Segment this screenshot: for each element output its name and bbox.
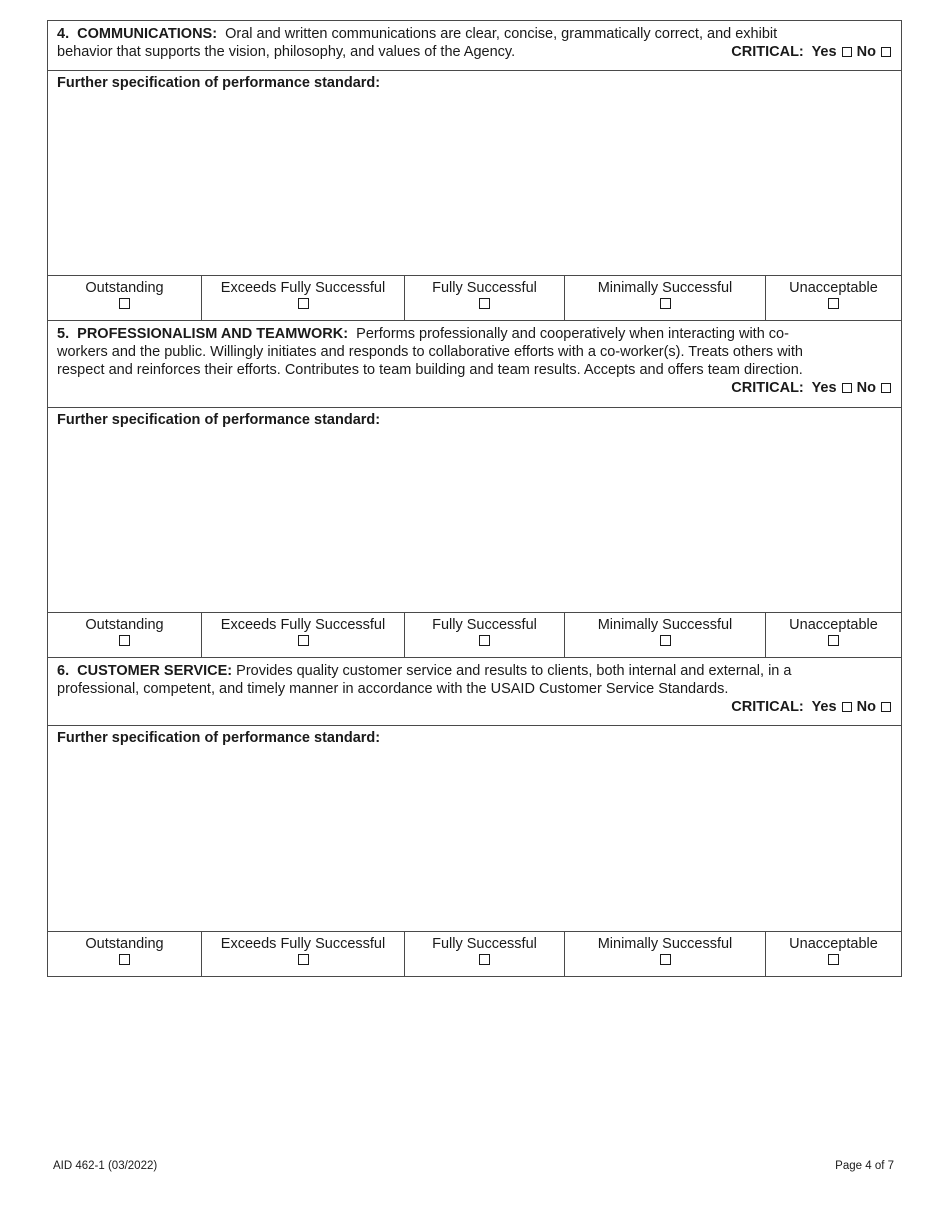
section-6-rating-minimally: [565, 932, 766, 976]
section-5-spec-field[interactable]: [47, 408, 902, 613]
section-5-fully-checkbox[interactable]: [479, 635, 490, 646]
section-5-rating-unacceptable: [766, 613, 901, 657]
section-4-title: COMMUNICATIONS:: [77, 26, 218, 42]
section-6-rating-exceeds: [202, 932, 405, 976]
section-6-title: CUSTOMER SERVICE:: [77, 663, 233, 679]
rating-label: Unacceptable: [789, 617, 878, 633]
rating-label: Exceeds Fully Successful: [220, 936, 386, 952]
section-6-unacceptable-checkbox[interactable]: [828, 954, 839, 965]
section-6-ratings: [47, 932, 902, 977]
section-4-desc-2: behavior that supports the vision, philosophy, and values of the Agency.: [57, 44, 516, 60]
rating-label: Unacceptable: [789, 280, 878, 296]
section-4-spec-label: Further specification of performance standard:: [57, 75, 381, 91]
section-4-ratings: [47, 276, 902, 321]
section-5-rating-outstanding: [48, 613, 202, 657]
section-6-rating-fully: [405, 932, 565, 976]
section-5-desc-1: Performs professionally and cooperatively when interacting with co-: [356, 326, 789, 342]
rating-label: Exceeds Fully Successful: [220, 280, 386, 296]
section-6-minimally-checkbox[interactable]: [660, 954, 671, 965]
page-number: Page 4 of 7: [835, 1160, 894, 1172]
section-6-desc-2: professional, competent, and timely manner in accordance with the USAID Customer Service Standards.: [57, 681, 729, 697]
section-4-rating-minimally: [565, 276, 766, 320]
yes-label: Yes: [811, 699, 837, 715]
rating-label: Outstanding: [85, 617, 164, 633]
no-label: No: [856, 44, 876, 60]
section-5-critical-yes-checkbox[interactable]: [842, 383, 852, 393]
yes-label: Yes: [811, 380, 837, 396]
section-4-unacceptable-checkbox[interactable]: [828, 298, 839, 309]
critical-label: CRITICAL:: [731, 44, 804, 60]
section-6-number: 6.: [57, 663, 70, 679]
section-6-spec-field[interactable]: [47, 726, 902, 932]
no-label: No: [856, 380, 876, 396]
section-4-fully-checkbox[interactable]: [479, 298, 490, 309]
section-5-critical-no-checkbox[interactable]: [881, 383, 891, 393]
section-4-rating-unacceptable: [766, 276, 901, 320]
section-5-minimally-checkbox[interactable]: [660, 635, 671, 646]
section-5-unacceptable-checkbox[interactable]: [828, 635, 839, 646]
section-5-title: PROFESSIONALISM AND TEAMWORK:: [77, 326, 349, 342]
section-5-header: [47, 321, 902, 408]
section-4-outstanding-checkbox[interactable]: [119, 298, 130, 309]
section-4-critical: [731, 43, 892, 61]
rating-label: Minimally Successful: [597, 280, 733, 296]
section-5-spec-label: Further specification of performance standard:: [57, 412, 381, 428]
section-6-critical-yes-checkbox[interactable]: [842, 702, 852, 712]
rating-label: Outstanding: [85, 280, 164, 296]
section-6-spec-label: Further specification of performance standard:: [57, 730, 381, 746]
section-5-desc-2: workers and the public. Willingly initiates and responds to collaborative efforts with a co-worker(s). Treats others with: [57, 344, 803, 360]
section-4-header: [47, 20, 902, 71]
performance-form: [47, 20, 902, 977]
critical-label: CRITICAL:: [731, 699, 804, 715]
section-5-outstanding-checkbox[interactable]: [119, 635, 130, 646]
section-5-rating-fully: [405, 613, 565, 657]
section-6-desc-1: Provides quality customer service and results to clients, both internal and external, in a: [236, 663, 792, 679]
rating-label: Fully Successful: [432, 617, 537, 633]
section-5-desc-3: respect and reinforces their efforts. Contributes to team building and team results. Accepts and offers team direction.: [57, 362, 803, 378]
section-4-minimally-checkbox[interactable]: [660, 298, 671, 309]
rating-label: Minimally Successful: [597, 936, 733, 952]
critical-label: CRITICAL:: [731, 380, 804, 396]
section-5-exceeds-checkbox[interactable]: [298, 635, 309, 646]
section-4-rating-fully: [405, 276, 565, 320]
section-6-exceeds-checkbox[interactable]: [298, 954, 309, 965]
form-id: AID 462-1 (03/2022): [53, 1160, 158, 1172]
section-6-outstanding-checkbox[interactable]: [119, 954, 130, 965]
section-4-critical-no-checkbox[interactable]: [881, 47, 891, 57]
section-6-critical: [731, 699, 892, 715]
section-5-rating-minimally: [565, 613, 766, 657]
section-5-rating-exceeds: [202, 613, 405, 657]
yes-label: Yes: [811, 44, 837, 60]
rating-label: Fully Successful: [432, 280, 537, 296]
rating-label: Unacceptable: [789, 936, 878, 952]
section-5-critical: [731, 380, 892, 396]
section-5-ratings: [47, 613, 902, 658]
section-4-desc-1: Oral and written communications are clear, concise, grammatically correct, and exhibit: [225, 26, 778, 42]
section-4-critical-yes-checkbox[interactable]: [842, 47, 852, 57]
section-6-critical-no-checkbox[interactable]: [881, 702, 891, 712]
no-label: No: [856, 699, 876, 715]
section-6-header: [47, 658, 902, 726]
section-5-number: 5.: [57, 326, 70, 342]
rating-label: Exceeds Fully Successful: [220, 617, 386, 633]
section-4-rating-outstanding: [48, 276, 202, 320]
section-4-number: 4.: [57, 26, 70, 42]
section-4-exceeds-checkbox[interactable]: [298, 298, 309, 309]
rating-label: Outstanding: [85, 936, 164, 952]
section-4-spec-field[interactable]: [47, 71, 902, 276]
section-6-fully-checkbox[interactable]: [479, 954, 490, 965]
section-4-rating-exceeds: [202, 276, 405, 320]
section-6-rating-unacceptable: [766, 932, 901, 976]
rating-label: Minimally Successful: [597, 617, 733, 633]
section-6-rating-outstanding: [48, 932, 202, 976]
rating-label: Fully Successful: [432, 936, 537, 952]
